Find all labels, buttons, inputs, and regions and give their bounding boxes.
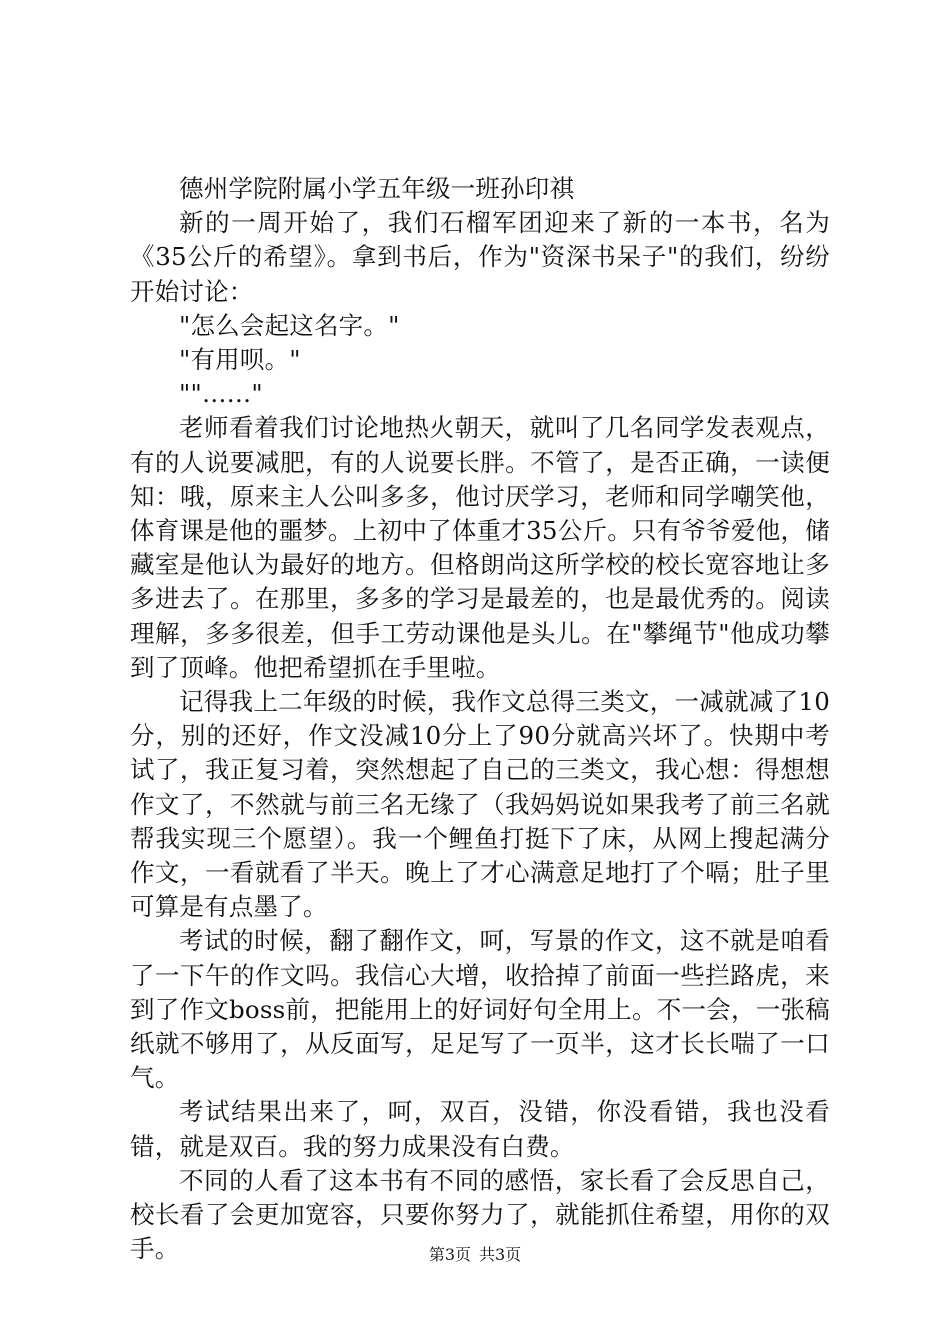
page-footer — [0, 1244, 950, 1266]
dialogue-line: "怎么会起这名字。" — [179, 310, 400, 340]
paragraph: 新的一周开始了，我们石榴军团迎来了新的一本书，名为《35公斤的希望》。拿到书后，作为"资深书呆子"的我们，纷纷开始讨论： — [130, 208, 830, 306]
page-total: 共3页 — [479, 1245, 522, 1264]
paragraph: 不同的人看了这本书有不同的感悟，家长看了会反思自己，校长看了会更加宽容，只要你努力了，就能抓住希望，用你的双手。 — [130, 1165, 830, 1264]
paragraph: 记得我上二年级的时候，我作文总得三类文，一减就减了10分，别的还好，作文没减10分上了90分就高兴坏了。快期中考试了，我正复习着，突然想起了自己的三类文，我心想：得想想作文了，不然就与前三名无缘了（我妈妈说如果我考了前三名就帮我实现三个愿望）。我一个鲤鱼打挺下了床，从网上搜起满分作文，一看就看了半天。晚上了才心满意足地打了个嗝；肚子里可算是有点墨了。 — [130, 687, 830, 922]
dialogue-line: "有用呗。" — [179, 345, 301, 375]
paragraph: 考试的时候，翻了翻作文，呵，写景的作文，这不就是咱看了一下午的作文吗。我信心大增，收拾掉了前面一些拦路虎，来到了作文boss前，把能用上的好词好句全用上。不一会，一张稿纸就不够用了，从反面写，足足写了一页半，这才长长喘了一口气。 — [130, 926, 830, 1093]
page-number: 第3页 — [428, 1245, 471, 1264]
author-line: 德州学院附属小学五年级一班孙印祺 — [179, 174, 575, 203]
paragraph: 老师看着我们讨论地热火朝天，就叫了几名同学发表观点，有的人说要减肥，有的人说要长胖。不管了，是否正确，一读便知：哦，原来主人公叫多多，他讨厌学习，老师和同学嘲笑他，体育课是他的噩梦。上初中了体重才35公斤。只有爷爷爱他，储藏室是他认为最好的地方。但格朗尚这所学校的校长宽容地让多多进去了。在那里，多多的学习是最差的，也是最优秀的。阅读理解，多多很差，但手工劳动课他是头儿。在"攀绳节"他成功攀到了顶峰。他把希望抓在手里啦。 — [130, 413, 830, 682]
paragraph: 考试结果出来了，呵，双百，没错，你没看错，我也没看错，就是双百。我的努力成果没有白费。 — [130, 1097, 830, 1161]
document-body — [130, 172, 830, 1267]
dialogue-line: ""……" — [179, 379, 263, 409]
